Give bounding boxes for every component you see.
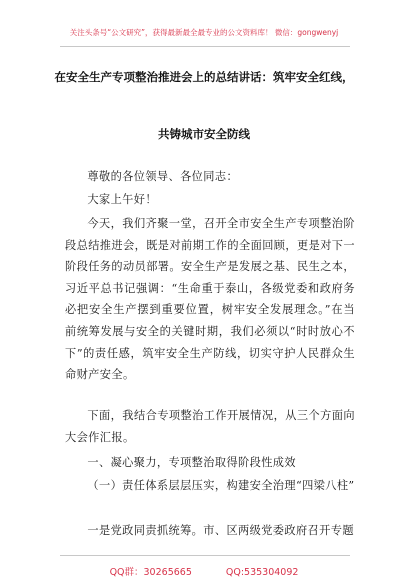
paragraph-2-text: 下面，我结合专项整治工作开展情况，从三个方面向大会作汇报。 — [65, 409, 355, 444]
section-heading-1 — [65, 452, 355, 474]
section-heading-1-text: 一、凝心聚力，专项整治取得阶段性成效 — [87, 456, 296, 469]
header-divider — [60, 46, 350, 47]
paragraph-1 — [65, 213, 355, 386]
salutation — [65, 166, 355, 188]
salutation-text: 尊敬的各位领导、各位同志： — [87, 170, 239, 183]
subsection-heading-1-text: （一）责任体系层层压实，构建安全治理“四梁八柱” — [87, 479, 355, 492]
greeting-text: 大家上午好！ — [87, 193, 157, 206]
paragraph-3-text: 一是党政同责抓统筹。市、区两级党委政府召开专题 — [87, 524, 354, 537]
header-note: 关注头条号“公文研究”，获得最新最全最专业的公文资料库！ 微信：gongwenyj — [69, 28, 339, 37]
subsection-heading-1 — [65, 475, 355, 497]
document-title-line-2: 共铸城市安全防线 — [158, 127, 250, 141]
paragraph-2 — [65, 405, 355, 448]
footer-divider — [60, 555, 350, 556]
footer-qq-group: QQ群：30265665 — [109, 567, 192, 578]
footer-qq-number: QQ:535304092 — [225, 567, 299, 578]
footer-contact — [0, 564, 408, 578]
document-title-line-1: 在安全生产专项整治推进会上的总结讲话：筑牢安全红线， — [54, 70, 354, 84]
greeting — [65, 189, 355, 211]
paragraph-3 — [65, 520, 355, 542]
paragraph-1-text: 今天，我们齐聚一堂，召开全市安全生产专项整治阶段总结推进会，既是对前期工作的全面回顾，更是对下一阶段任务的动员部署。安全生产是发展之基、民生之本，习近平总书记强调：“生命重于泰山，各级党委和政府务必把安全生产摆到重要位置，树牢安全发展理念。”在当前统筹发展与安全的关键时期，我们必须以“时时放心不下”的责任感，筑牢安全生产防线，切实守护人民群众生命财产安全。 — [65, 217, 355, 382]
